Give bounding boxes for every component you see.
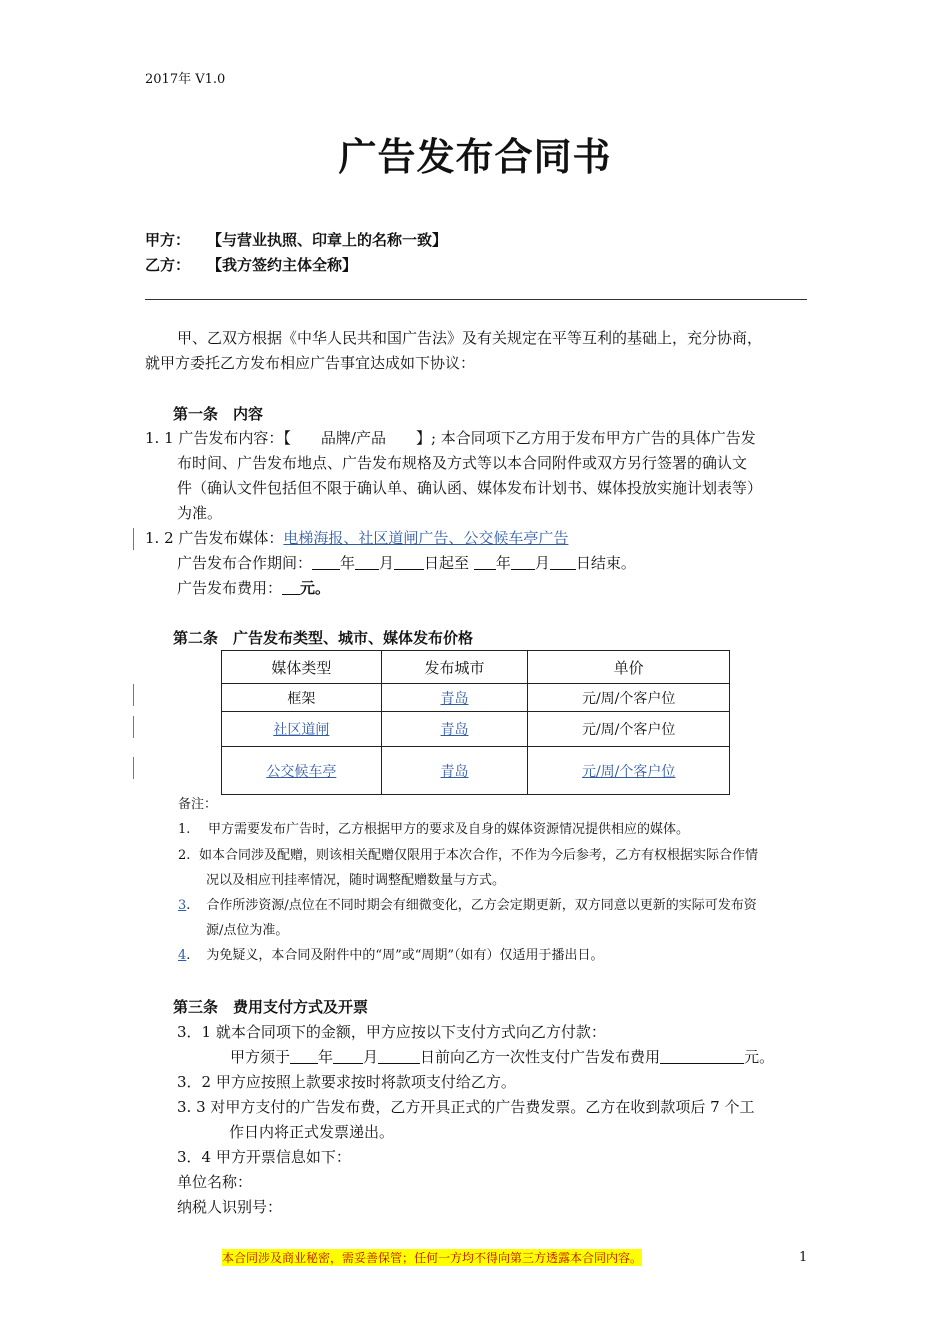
period-month-text: 月 [379, 554, 395, 572]
city-cell[interactable] [381, 747, 528, 795]
party-a-label: 甲方： [145, 231, 191, 249]
revision-mark [133, 716, 134, 738]
price-cell: 元/周/个客户位 [528, 712, 730, 747]
media-type-cell: 框架 [222, 684, 382, 712]
price-link[interactable]: 元/周/个客户位 [581, 763, 676, 780]
period-end-month-text: 月 [534, 554, 550, 572]
clause-1-1-line-2: 布时间、广告发布地点、广告发布规格及方式等以本合同附件或双方另行签署的确认文 [177, 454, 748, 472]
fee-label: 广告发布费用： [177, 579, 283, 597]
period-year-text: 年 [340, 554, 356, 572]
period-end-text: 日结束。 [575, 554, 636, 572]
payment-day-blank[interactable] [378, 1047, 420, 1064]
note-2 [178, 843, 758, 868]
note-3-line-1: 合作所涉资源/点位在不同时期会有细微变化，乙方会定期更新，双方同意以更新的实际可发布资 [206, 898, 757, 913]
taxpayer-id-field: 纳税人识别号： [177, 1198, 283, 1216]
city-cell[interactable] [381, 712, 528, 747]
period-year-blank[interactable] [312, 553, 340, 570]
period-day-blank[interactable] [394, 553, 424, 570]
period-label: 广告发布合作期间： [177, 554, 313, 572]
document-title: 广告发布合同书 [338, 135, 612, 179]
payment-label: 甲方须于 [230, 1048, 291, 1066]
table-row [222, 747, 730, 795]
note-3-number[interactable]: 3 [178, 898, 187, 913]
city-link[interactable]: 青岛 [440, 722, 469, 738]
clause-1-2-label: 1. 2 广告发布媒体： [145, 529, 284, 547]
version-label: 2017年 V1.0 [145, 72, 226, 87]
clause-3-4: 3．4 甲方开票信息如下： [177, 1148, 351, 1166]
clause-1-1-line-4: 为准。 [177, 504, 223, 522]
party-b [145, 254, 357, 275]
table-header-row [222, 651, 730, 684]
clause-3-1: 3．1 就本合同项下的金额，甲方应按以下支付方式向乙方付款： [177, 1023, 606, 1041]
note-4-text: 为免疑义，本合同及附件中的“周”或“周期”（如有）仅适用于播出日。 [206, 948, 604, 963]
table-row [222, 684, 730, 712]
clause-3-2: 3．2 甲方应按照上款要求按时将款项支付给乙方。 [177, 1073, 516, 1091]
note-4-number[interactable]: 4 [178, 948, 187, 963]
media-type-cell[interactable] [222, 712, 382, 747]
intro-line-1: 甲、乙双方根据《中华人民共和国广告法》及有关规定在平等互利的基础上，充分协商， [177, 329, 763, 347]
party-b-value: 【我方签约主体全称】 [207, 256, 358, 274]
page-number: 1 [799, 1250, 808, 1265]
company-name-field: 单位名称： [177, 1173, 253, 1191]
payment-year-text: 年 [318, 1048, 334, 1066]
media-price-table [221, 650, 730, 795]
intro-line-2: 就甲方委托乙方发布相应广告事宜达成如下协议： [145, 354, 476, 372]
party-a-value: 【与营业执照、印章上的名称一致】 [207, 231, 448, 249]
article2-heading: 第二条 广告发布类型、城市、媒体发布价格 [173, 629, 474, 647]
table-row [222, 712, 730, 747]
notes-label: 备注： [178, 797, 218, 812]
revision-mark [133, 684, 134, 706]
column-header-city: 发布城市 [381, 651, 528, 684]
column-header-price: 单价 [528, 651, 730, 684]
note-2-line-1: 如本合同涉及配赠，则该相关配赠仅限用于本次合作，不作为今后参考，乙方有权根据实际合作情 [199, 848, 759, 863]
payment-day-text: 日前向乙方一次性支付广告发布费用 [420, 1048, 661, 1066]
note-1-text: 甲方需要发布广告时，乙方根据甲方的要求及自身的媒体资源情况提供相应的媒体。 [208, 822, 690, 837]
note-1-number: 1. [178, 822, 191, 837]
period-line [177, 551, 636, 576]
note-3-line-2: 源/点位为准。 [206, 923, 289, 938]
payment-year-blank[interactable] [290, 1047, 318, 1064]
media-type-cell[interactable] [222, 747, 382, 795]
payment-month-text: 月 [363, 1048, 379, 1066]
city-cell[interactable] [381, 684, 528, 712]
fee-blank[interactable] [282, 578, 300, 595]
media-type-link[interactable]: 社区道闸 [273, 722, 330, 738]
period-month-blank[interactable] [355, 553, 379, 570]
payment-line [230, 1045, 774, 1070]
clause-1-1-line-1: 1. 1 广告发布内容：【 品牌/产品 】; 本合同项下乙方用于发布甲方广告的具体广告发 [145, 429, 756, 447]
period-end-year-blank[interactable] [474, 553, 496, 570]
clause-1-2 [145, 526, 568, 551]
revision-mark [133, 528, 134, 550]
note-1 [178, 817, 689, 842]
note-3: 3. 合作所涉资源/点位在不同时期会有细微变化，乙方会定期更新，双方同意以更新的实际可发布资 [178, 898, 757, 913]
note-4: 4. 为免疑义，本合同及附件中的“周”或“周期”（如有）仅适用于播出日。 [178, 948, 604, 963]
payment-month-blank[interactable] [333, 1047, 363, 1064]
price-cell: 元/周/个客户位 [528, 684, 730, 712]
clause-3-3-line-1: 3. 3 对甲方支付的广告发布费，乙方开具正式的广告费发票。乙方在收到款项后 7 个工 [177, 1098, 755, 1116]
payment-amount-blank[interactable] [660, 1047, 744, 1064]
period-end-day-blank[interactable] [550, 553, 576, 570]
fee-unit: 元。 [300, 579, 331, 597]
city-link[interactable]: 青岛 [440, 763, 469, 780]
period-from-text: 日起至 [424, 554, 470, 572]
note-2-line-2: 况以及相应刊挂率情况，随时调整配赠数量与方式。 [206, 873, 506, 888]
payment-unit: 元。 [744, 1048, 775, 1066]
clause-3-3-line-2: 作日内将正式发票递出。 [229, 1123, 395, 1141]
column-header-media-type: 媒体类型 [222, 651, 382, 684]
period-end-year-text: 年 [495, 554, 511, 572]
revision-mark [133, 757, 134, 779]
period-end-month-blank[interactable] [511, 553, 535, 570]
clause-1-1-line-3: 件（确认文件包括但不限于确认单、确认函、媒体发布计划书、媒体投放实施计划表等） [177, 479, 763, 497]
media-list-link[interactable]: 电梯海报、社区道闸广告、公交候车亭广告 [283, 529, 569, 547]
media-type-link[interactable]: 公交候车亭 [266, 763, 337, 780]
party-a [145, 229, 447, 250]
note-2-number: 2. [178, 848, 191, 863]
confidentiality-notice: 本合同涉及商业秘密，需妥善保管；任何一方均不得向第三方透露本合同内容。 [222, 1251, 643, 1265]
article3-heading: 第三条 费用支付方式及开票 [173, 998, 369, 1016]
fee-line [177, 576, 330, 601]
article1-heading: 第一条 内容 [173, 405, 264, 423]
party-b-label: 乙方： [145, 256, 191, 274]
header-divider [145, 299, 807, 300]
price-cell[interactable] [528, 747, 730, 795]
city-link[interactable]: 青岛 [440, 690, 469, 707]
